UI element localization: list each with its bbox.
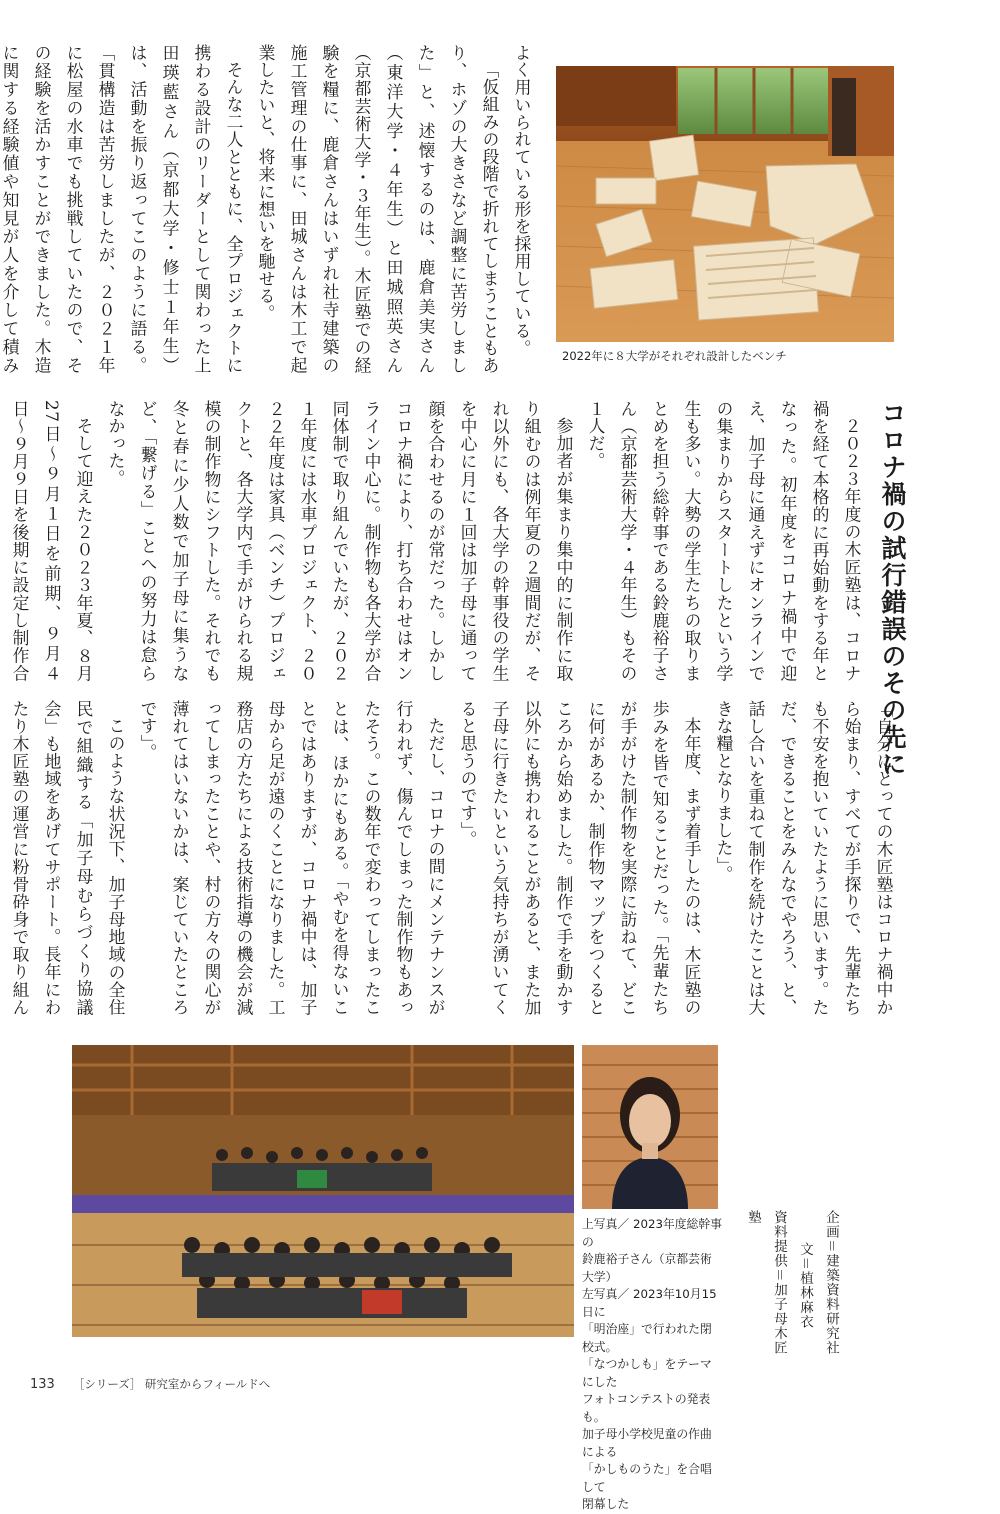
caption-line: 「なつかしも」をテーマにした: [582, 1357, 712, 1389]
paragraph: ２０２３年度の木匠塾は、コロナ禍を経て本格的に再始動をする年となった。初年度をコロナ禍中で迎え、加子母に通えずにオンラインでの集まりからスタートしたという学生も多い。大勢の学生たちの取りまとめを担う総幹事である鈴鹿裕子さん（京都芸術大学・４年生）もその１人だ。: [586, 400, 862, 682]
article-text-top-left: [0, 44, 538, 374]
portrait-image: [582, 1045, 718, 1209]
photo-captions: [582, 1216, 722, 1514]
paragraph: ただし、コロナの間にメンテナンスが行われず、傷んでしまった制作物もあったそう。この数年で変わってしまったことは、ほかにもある。「やむを得ないことではありますが、コロナ禍中は、加子母から足が遠のくことになりました。工務店の方たちによる技術指導の機会が減ってしまったことや、村の方々の関心が薄れてはいないかは、案じていたところです」。: [138, 700, 446, 1016]
credit-materials: 資料提供＝加子母木匠塾: [745, 1210, 787, 1355]
caption-line: 加子母小学校児童の作曲による: [582, 1427, 712, 1459]
caption-line: 閉幕した: [582, 1497, 630, 1511]
closing-ceremony-image: [72, 1045, 574, 1337]
caption-line: 鈴鹿裕子さん（京都芸術大学）: [582, 1252, 712, 1284]
paragraph: このような状況下、加子母地域の全住民で組織する「加子母むらづくり協議会」も地域をあげてサポート。長年にわたり木匠塾の運営に粉骨砕身で取り組ん: [10, 700, 126, 1016]
paragraph: そんな二人とともに、全プロジェクトに携わる設計のリーダーとして関わった上田瑛藍さん（京都大学・修士１年生）は、活動を振り返ってこのように語る。「貫構造は苦労しましたが、２０２１年に松屋の水車でも挑戦していたので、その経験を活かすことができました。木造に関する経験値や知見が人を介して積み: [0, 44, 244, 374]
page-number: 133: [30, 1377, 55, 1392]
paragraph: 「自分にとっての木匠塾はコロナ禍中から始まり、すべてが手探りで、先輩たちも不安を抱いていたように思います。ただ、できることをみんなでやろう、と、話し合いを重ねて制作を続けたことは大きな糧となりました」。: [714, 700, 894, 1016]
bench-photo-caption: 2022年に８大学がそれぞれ設計したベンチ: [562, 349, 787, 363]
caption-line: 「かしものうた」を合唱して: [582, 1462, 712, 1494]
paragraph: 参加者が集まり集中的に制作に取り組むのは例年夏の２週間だが、それ以外にも、各大学の幹事役の学生を中心に月に１回は加子母に通って顔を合わせるのが常だった。しかしコロナ禍により、打ち合わせはオンライン中心に。制作物も各大学が合同体制で取り組んでいたが、２０２１年度には水車プロジェクト、２０２２年度は家具（ベンチ）プロジェクトと、各大学内で手がけられる規模の制作物にシフトした。それでも冬と春に少人数で加子母に集うなど、「繋げる」ことへの努力は怠らなかった。: [106, 400, 574, 682]
bench-photo: [556, 66, 894, 342]
paragraph: よく用いられている形を採用している。: [512, 44, 532, 358]
portrait-photo: [582, 1045, 718, 1209]
series-label: ［シリーズ］ 研究室からフィールドへ: [72, 1377, 271, 1391]
caption-line: フォトコンテストの発表も。: [582, 1392, 711, 1424]
credit-planning: 企画＝建築資料研究社: [823, 1210, 839, 1355]
bench-photo-image: [556, 66, 894, 342]
page-footer: [30, 1376, 270, 1392]
section-heading: コロナ禍の試行錯誤のその先に: [878, 400, 907, 778]
caption-line: 上写真／ 2023年度総幹事の: [582, 1217, 722, 1249]
article-text-middle: [10, 400, 868, 682]
article-text-lower: [10, 700, 900, 1016]
caption-line: 左写真／ 2023年10月15日に: [582, 1287, 717, 1319]
paragraph: そして迎えた２０２３年夏、８月27日〜９月１日を前期、９月４日〜９月９日を後期に設定し制作合: [10, 400, 94, 682]
paragraph: 本年度、まず着手したのは、木匠塾の歩みを皆で知ることだった。「先輩たちが手がけた制作物を実際に訪ねて、どこに何があるか、制作物マップをつくるところから始めました。制作で手を動かす以外にも携われることがあると、また加子母に行きたいという気持ちが湧いてくると思うのです」。: [458, 700, 702, 1016]
paragraph: 「仮組みの段階で折れてしまうこともあり、ホゾの大きさなど調整に苦労しました」と、述懐するのは、鹿倉美実さん（東洋大学・４年生）と田城照英さん（京都芸術大学・３年生）。木匠塾での経験を糧に、鹿倉さんはいずれ社寺建築の施工管理の仕事に、田城さんは木工で起業したいと、将来に想いを馳せる。: [256, 44, 500, 374]
caption-line: 「明治座」で行われた閉校式。: [582, 1322, 712, 1354]
credits: [740, 1210, 844, 1360]
credit-text: 文＝植林麻衣: [797, 1242, 813, 1329]
closing-ceremony-photo: [72, 1045, 574, 1337]
